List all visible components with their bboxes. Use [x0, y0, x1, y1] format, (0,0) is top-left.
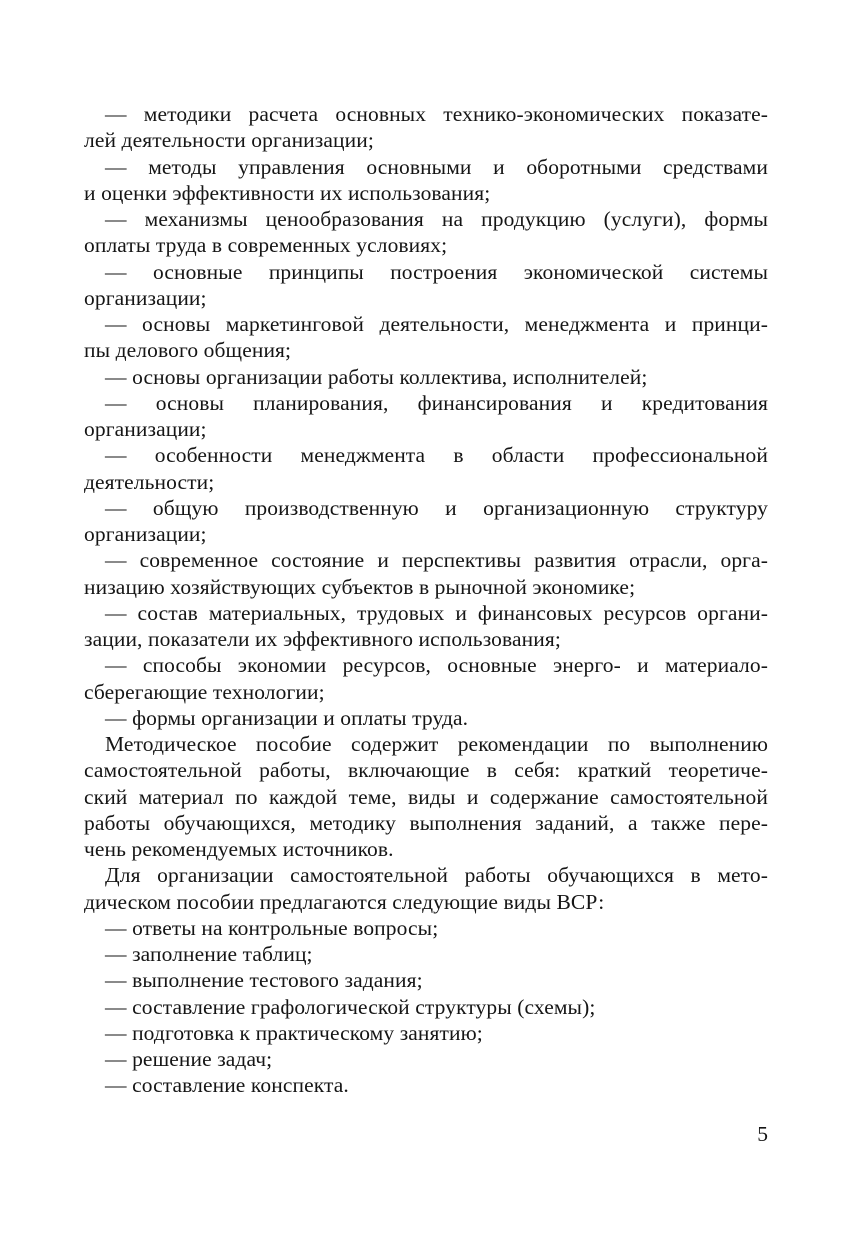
text-line: — составление конспекта.: [105, 1073, 349, 1098]
text-line: — основные принципы построения экономической системы: [105, 259, 768, 284]
text-line: и оценки эффективности их использования;: [84, 180, 491, 205]
text-line: зации, показатели их эффективного использования;: [84, 627, 561, 651]
list-item: [84, 1072, 768, 1098]
text-line: — составление графологической структуры (схемы);: [105, 994, 596, 1019]
body-text: [84, 101, 768, 1099]
list-item: [84, 1020, 768, 1046]
text-line: лей деятельности организации;: [84, 128, 374, 153]
list-item: [84, 442, 768, 495]
list-item: [84, 364, 768, 390]
page-number: 5: [757, 1122, 768, 1146]
text-line: низацию хозяйствующих субъектов в рыночной экономике;: [84, 574, 636, 599]
text-line: самостоятельной работы, включающие в себя: краткий теоретиче-: [84, 758, 768, 783]
list-item: [84, 311, 768, 364]
list-item: [84, 967, 768, 993]
text-line: работы обучающихся, методику выполнения заданий, а также пере-: [84, 810, 768, 835]
list-item: [84, 547, 768, 600]
text-line: дическом пособии предлагаются следующие виды ВСР:: [84, 889, 605, 914]
text-line: — особенности менеджмента в области профессиональной: [105, 443, 768, 468]
body-paragraph: [84, 862, 768, 915]
text-line: Методическое пособие содержит рекомендации по выполнению: [105, 732, 768, 756]
text-line: Для организации самостоятельной работы обучающихся в мето-: [105, 863, 768, 888]
text-line: — основы маркетинговой деятельности, менеджмента и принци-: [105, 312, 768, 336]
text-line: — современное состояние и перспективы развития отрасли, орга-: [105, 548, 768, 573]
text-line: — основы организации работы коллектива, исполнителей;: [105, 364, 648, 389]
text-line: пы делового общения;: [84, 338, 292, 363]
text-line: чень рекомендуемых источников.: [84, 837, 394, 861]
text-line: ский материал по каждой теме, виды и содержание самостоятельной: [84, 784, 768, 809]
list-item: [84, 1046, 768, 1072]
text-line: — механизмы ценообразования на продукцию (услуги), формы: [105, 207, 768, 231]
text-line: организации;: [84, 417, 207, 441]
text-line: — состав материальных, трудовых и финансовых ресурсов органи-: [105, 600, 768, 625]
list-item: [84, 915, 768, 941]
text-line: — способы экономии ресурсов, основные энерго- и материало-: [105, 653, 768, 678]
list-item: [84, 259, 768, 312]
list-item: [84, 600, 768, 653]
list-item: [84, 705, 768, 731]
text-line: — формы организации и оплаты труда.: [105, 705, 469, 730]
text-line: сберегающие технологии;: [84, 679, 325, 704]
text-line: — решение задач;: [105, 1047, 273, 1071]
list-item: [84, 495, 768, 548]
text-line: деятельности;: [84, 469, 215, 494]
list-item: [84, 154, 768, 207]
list-item: [84, 101, 768, 154]
list-item: [84, 994, 768, 1020]
text-line: организации;: [84, 522, 207, 546]
list-item: [84, 652, 768, 705]
text-line: — ответы на контрольные вопросы;: [105, 915, 439, 940]
text-line: организации;: [84, 285, 207, 310]
text-line: оплаты труда в современных условиях;: [84, 233, 448, 258]
text-line: — заполнение таблиц;: [105, 942, 313, 966]
text-line: — подготовка к практическому занятию;: [105, 1020, 483, 1045]
text-line: — общую производственную и организационную структуру: [105, 495, 768, 520]
body-paragraph: [84, 731, 768, 862]
text-line: — методики расчета основных технико-экономических показате-: [105, 102, 768, 126]
list-item: [84, 390, 768, 443]
text-line: — основы планирования, финансирования и кредитования: [105, 390, 768, 415]
text-line: — выполнение тестового задания;: [105, 968, 423, 993]
text-line: — методы управления основными и оборотными средствами: [105, 154, 768, 179]
list-item: [84, 206, 768, 259]
list-item: [84, 941, 768, 967]
